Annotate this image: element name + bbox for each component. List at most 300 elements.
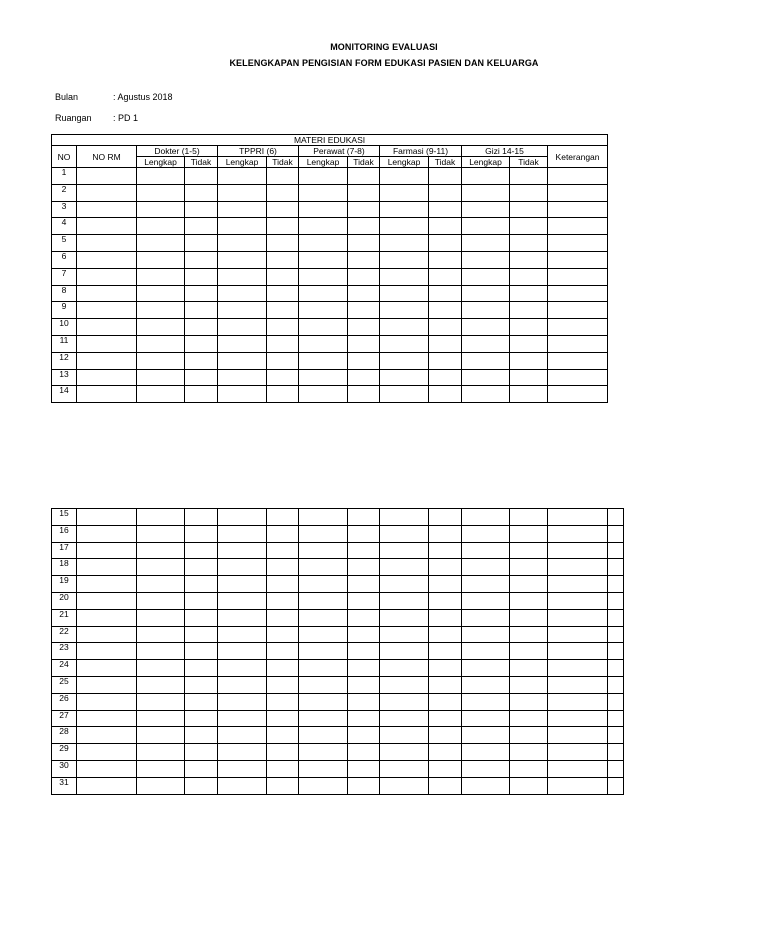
table-cell [429, 509, 462, 526]
table-cell [137, 386, 185, 403]
table-cell [299, 777, 348, 794]
table-cell [137, 643, 185, 660]
table-cell [267, 525, 299, 542]
table-cell [267, 592, 299, 609]
table-cell [548, 676, 608, 693]
table-cell [462, 660, 510, 677]
table-cell [267, 235, 299, 252]
table-cell [137, 542, 185, 559]
table-cell [510, 251, 548, 268]
table-cell [348, 352, 380, 369]
table-cell [608, 744, 624, 761]
table-row [52, 335, 608, 352]
table-cell [77, 201, 137, 218]
table-cell [510, 643, 548, 660]
table-cell [380, 576, 429, 593]
table-cell [429, 676, 462, 693]
table-cell [185, 268, 218, 285]
table-cell [462, 592, 510, 609]
table-row [52, 285, 608, 302]
row-number: 7 [52, 268, 77, 285]
table-cell [548, 285, 608, 302]
table-cell [218, 319, 267, 336]
table-row [52, 509, 624, 526]
table-cell [548, 693, 608, 710]
table-cell [185, 201, 218, 218]
table-row [52, 710, 624, 727]
table-cell [510, 184, 548, 201]
row-number: 16 [52, 525, 77, 542]
table-cell [380, 352, 429, 369]
table-row [52, 386, 608, 403]
table-row [52, 352, 608, 369]
table-cell [137, 727, 185, 744]
sub-header-lengkap: Lengkap [380, 157, 429, 168]
table-row [52, 643, 624, 660]
table-cell [380, 184, 429, 201]
table-cell [185, 319, 218, 336]
page-subtitle: KELENGKAPAN PENGISIAN FORM EDUKASI PASIEN DAN KELUARGA [229, 58, 539, 68]
table-cell [77, 335, 137, 352]
table-cell [510, 693, 548, 710]
table-cell [429, 609, 462, 626]
table-cell [299, 335, 348, 352]
table-cell [380, 369, 429, 386]
table-cell [77, 184, 137, 201]
row-number: 27 [52, 710, 77, 727]
table-cell [462, 710, 510, 727]
table-cell [348, 710, 380, 727]
table-cell [348, 168, 380, 185]
table-cell [548, 542, 608, 559]
table-cell [185, 352, 218, 369]
table-cell [185, 777, 218, 794]
table-cell [267, 660, 299, 677]
table-cell [267, 369, 299, 386]
table-cell [348, 777, 380, 794]
table-cell [267, 576, 299, 593]
table-cell [510, 509, 548, 526]
table-cell [380, 302, 429, 319]
table-cell [348, 525, 380, 542]
table-cell [348, 386, 380, 403]
row-number: 26 [52, 693, 77, 710]
table-cell [462, 386, 510, 403]
table-cell [462, 727, 510, 744]
table-cell [299, 592, 348, 609]
table-cell [429, 693, 462, 710]
table-cell [218, 235, 267, 252]
table-row [52, 201, 608, 218]
table-cell [548, 559, 608, 576]
table-cell [218, 168, 267, 185]
table-cell [510, 542, 548, 559]
table-row [52, 542, 624, 559]
table-cell [77, 525, 137, 542]
row-number: 29 [52, 744, 77, 761]
table-cell [462, 184, 510, 201]
table-cell [299, 268, 348, 285]
table-cell [510, 369, 548, 386]
table-cell [185, 251, 218, 268]
table-cell [218, 660, 267, 677]
table-cell [267, 559, 299, 576]
table-cell [77, 777, 137, 794]
row-number: 17 [52, 542, 77, 559]
table-cell [185, 592, 218, 609]
row-number: 11 [52, 335, 77, 352]
table-cell [348, 201, 380, 218]
table-cell [380, 693, 429, 710]
table-cell [510, 268, 548, 285]
table-cell [548, 744, 608, 761]
table-cell [348, 268, 380, 285]
table-cell [218, 676, 267, 693]
page-title: MONITORING EVALUASI [330, 42, 438, 52]
table-cell [77, 559, 137, 576]
table-cell [548, 218, 608, 235]
table-cell [77, 626, 137, 643]
table-cell [348, 285, 380, 302]
table-cell [218, 760, 267, 777]
table-cell [77, 727, 137, 744]
table-cell [299, 235, 348, 252]
row-number: 25 [52, 676, 77, 693]
table-cell [185, 660, 218, 677]
table-cell [185, 235, 218, 252]
table-cell [185, 693, 218, 710]
table-cell [429, 268, 462, 285]
table-cell [608, 509, 624, 526]
table-cell [510, 559, 548, 576]
table-cell [348, 302, 380, 319]
bulan-value: : Agustus 2018 [113, 92, 173, 102]
table-row [52, 727, 624, 744]
table-cell [137, 525, 185, 542]
table-cell [218, 609, 267, 626]
table-cell [348, 626, 380, 643]
table-cell [137, 235, 185, 252]
table-cell [608, 727, 624, 744]
table-cell [218, 218, 267, 235]
table-cell [608, 777, 624, 794]
row-number: 12 [52, 352, 77, 369]
table-cell [185, 576, 218, 593]
table-cell [548, 268, 608, 285]
table-cell [137, 626, 185, 643]
table-row [52, 235, 608, 252]
table-cell [267, 509, 299, 526]
table-cell [348, 643, 380, 660]
row-number: 18 [52, 559, 77, 576]
table-cell [299, 760, 348, 777]
table-cell [548, 660, 608, 677]
table-cell [218, 744, 267, 761]
table-cell [77, 676, 137, 693]
table-cell [137, 592, 185, 609]
table-row [52, 559, 624, 576]
table-cell [77, 386, 137, 403]
table-cell [299, 168, 348, 185]
table-cell [608, 592, 624, 609]
table-cell [429, 352, 462, 369]
table-row [52, 777, 624, 794]
materi-edukasi-header: MATERI EDUKASI [52, 135, 608, 146]
table-cell [137, 218, 185, 235]
table-cell [429, 218, 462, 235]
table-cell [548, 352, 608, 369]
table-cell [462, 609, 510, 626]
table-cell [462, 235, 510, 252]
table-cell [462, 777, 510, 794]
table-row [52, 676, 624, 693]
table-cell [608, 626, 624, 643]
col-header-norm: NO RM [77, 146, 137, 168]
table-cell [380, 727, 429, 744]
table-cell [429, 302, 462, 319]
table-cell [267, 218, 299, 235]
table-row [52, 609, 624, 626]
table-cell [77, 693, 137, 710]
ruangan-label: Ruangan [55, 113, 92, 123]
table-cell [218, 386, 267, 403]
table-cell [299, 386, 348, 403]
table-cell [299, 352, 348, 369]
table-cell [429, 335, 462, 352]
table-cell [185, 760, 218, 777]
table-cell [77, 352, 137, 369]
table-cell [510, 676, 548, 693]
table-cell [548, 626, 608, 643]
table-cell [608, 525, 624, 542]
table-cell [137, 285, 185, 302]
table-cell [348, 559, 380, 576]
table-cell [510, 335, 548, 352]
table-row [52, 369, 608, 386]
table-cell [548, 235, 608, 252]
table-cell [267, 676, 299, 693]
table-cell [218, 201, 267, 218]
table-cell [380, 609, 429, 626]
table-cell [348, 218, 380, 235]
table-row [52, 576, 624, 593]
table-cell [185, 744, 218, 761]
table-cell [137, 744, 185, 761]
table-cell [77, 285, 137, 302]
table-cell [218, 268, 267, 285]
table-cell [548, 592, 608, 609]
table-cell [299, 693, 348, 710]
table-cell [510, 235, 548, 252]
row-number: 13 [52, 369, 77, 386]
table-cell [267, 609, 299, 626]
table-cell [380, 285, 429, 302]
table-cell [429, 369, 462, 386]
table-cell [510, 710, 548, 727]
table-cell [185, 509, 218, 526]
table-cell [548, 251, 608, 268]
table-cell [137, 184, 185, 201]
table-cell [548, 727, 608, 744]
sub-header-tidak: Tidak [510, 157, 548, 168]
table-cell [267, 744, 299, 761]
table-cell [348, 369, 380, 386]
group-header-perawat: Perawat (7-8) [299, 146, 380, 157]
table-cell [299, 184, 348, 201]
table-cell [510, 201, 548, 218]
table-cell [348, 542, 380, 559]
table-cell [267, 168, 299, 185]
table-cell [608, 559, 624, 576]
table-cell [185, 643, 218, 660]
table-cell [267, 643, 299, 660]
table-cell [185, 676, 218, 693]
table-cell [218, 693, 267, 710]
table-cell [429, 525, 462, 542]
table-cell [267, 201, 299, 218]
table-cell [299, 559, 348, 576]
table-cell [218, 352, 267, 369]
table-cell [299, 302, 348, 319]
table-row [52, 268, 608, 285]
table-cell [348, 660, 380, 677]
table-cell [185, 302, 218, 319]
table-cell [548, 168, 608, 185]
table-cell [185, 285, 218, 302]
table-cell [608, 676, 624, 693]
table-cell [380, 542, 429, 559]
table-cell [267, 386, 299, 403]
table-row [52, 760, 624, 777]
sub-header-lengkap: Lengkap [137, 157, 185, 168]
sub-header-lengkap: Lengkap [462, 157, 510, 168]
table-cell [462, 509, 510, 526]
table-cell [380, 386, 429, 403]
table-cell [137, 302, 185, 319]
table-cell [429, 251, 462, 268]
row-number: 2 [52, 184, 77, 201]
table-cell [77, 576, 137, 593]
table-cell [348, 676, 380, 693]
table-cell [462, 369, 510, 386]
table-cell [380, 559, 429, 576]
table-cell [185, 727, 218, 744]
table-cell [77, 660, 137, 677]
table-cell [348, 609, 380, 626]
table-cell [299, 643, 348, 660]
table-cell [185, 335, 218, 352]
table-cell [462, 319, 510, 336]
table-cell [608, 710, 624, 727]
table-cell [299, 609, 348, 626]
table-cell [77, 542, 137, 559]
table-cell [348, 576, 380, 593]
table-cell [299, 369, 348, 386]
table-row [52, 660, 624, 677]
table-cell [77, 319, 137, 336]
table-cell [299, 542, 348, 559]
table-cell [429, 542, 462, 559]
sub-header-tidak: Tidak [429, 157, 462, 168]
table-cell [137, 676, 185, 693]
table-cell [77, 302, 137, 319]
table-cell [218, 542, 267, 559]
table-row [52, 744, 624, 761]
table-cell [299, 319, 348, 336]
table-cell [510, 592, 548, 609]
row-number: 1 [52, 168, 77, 185]
table-cell [299, 660, 348, 677]
table-cell [380, 335, 429, 352]
table-cell [510, 525, 548, 542]
sub-header-tidak: Tidak [185, 157, 218, 168]
table-cell [429, 744, 462, 761]
table-cell [267, 760, 299, 777]
table-cell [548, 302, 608, 319]
table-cell [462, 760, 510, 777]
table-cell [462, 676, 510, 693]
table-row [52, 626, 624, 643]
table-cell [429, 184, 462, 201]
table-cell [77, 369, 137, 386]
table-cell [429, 576, 462, 593]
bulan-label: Bulan [55, 92, 79, 102]
table-cell [137, 576, 185, 593]
table-cell [77, 744, 137, 761]
sub-header-lengkap: Lengkap [218, 157, 267, 168]
table-cell [510, 760, 548, 777]
table-cell [299, 727, 348, 744]
table-cell [462, 352, 510, 369]
table-row [52, 525, 624, 542]
table-cell [137, 201, 185, 218]
table-cell [429, 727, 462, 744]
table-cell [429, 777, 462, 794]
table-cell [462, 218, 510, 235]
table-cell [380, 592, 429, 609]
table-cell [267, 352, 299, 369]
table-cell [548, 760, 608, 777]
table-cell [267, 777, 299, 794]
table-cell [137, 609, 185, 626]
table-cell [218, 643, 267, 660]
row-number: 30 [52, 760, 77, 777]
table-cell [380, 744, 429, 761]
col-header-keterangan: Keterangan [548, 146, 608, 168]
table-cell [299, 710, 348, 727]
table-cell [548, 777, 608, 794]
table-cell [267, 335, 299, 352]
table-cell [548, 710, 608, 727]
table-cell [429, 643, 462, 660]
row-number: 4 [52, 218, 77, 235]
table-cell [218, 369, 267, 386]
table-cell [510, 727, 548, 744]
table-cell [429, 660, 462, 677]
row-number: 3 [52, 201, 77, 218]
table-cell [510, 168, 548, 185]
table-cell [510, 660, 548, 677]
table-cell [218, 727, 267, 744]
table-cell [218, 626, 267, 643]
table-cell [548, 335, 608, 352]
table-cell [185, 386, 218, 403]
table-cell [380, 777, 429, 794]
monitoring-table-bottom [51, 508, 624, 795]
table-cell [218, 525, 267, 542]
table-cell [462, 542, 510, 559]
table-cell [348, 509, 380, 526]
